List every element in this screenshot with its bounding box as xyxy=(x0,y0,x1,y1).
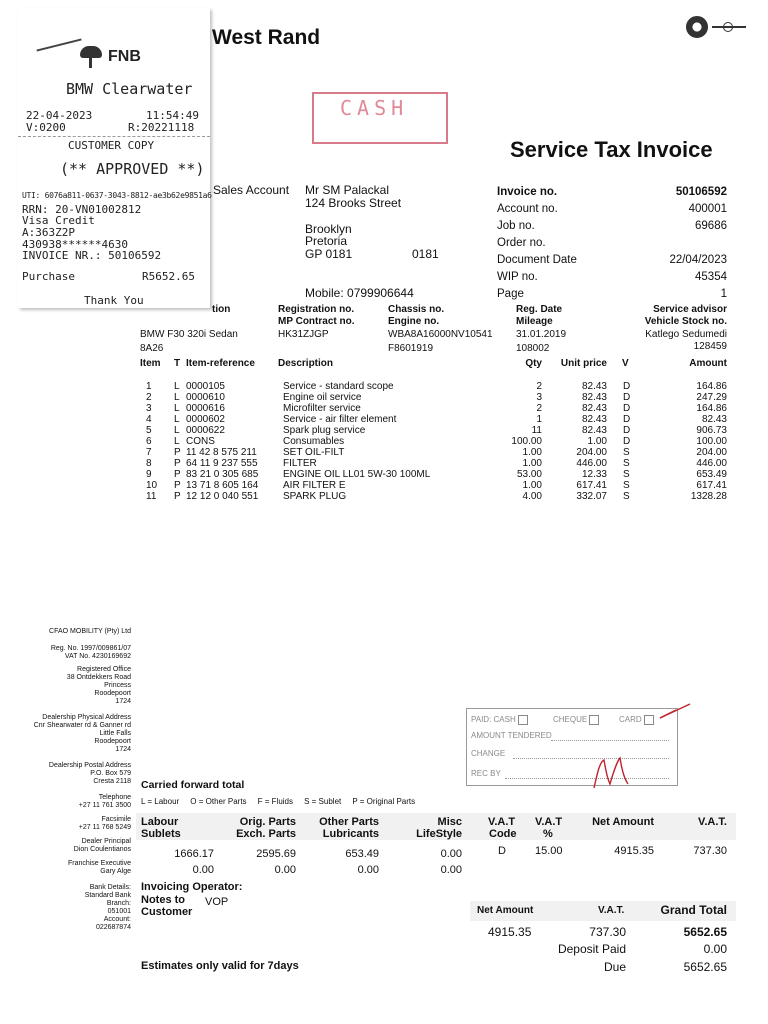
vat-header: V.A.T. xyxy=(698,816,727,828)
divider xyxy=(18,136,210,137)
meta-value: 69686 xyxy=(695,220,727,232)
signature-mark xyxy=(588,700,698,796)
item-type: L xyxy=(174,392,180,403)
item-vat-code: S xyxy=(623,480,630,491)
receipt-r: R:20221118 xyxy=(128,121,195,134)
customer-name: Mr SM Palackal xyxy=(305,183,390,197)
paid-cash-label: PAID: CASH xyxy=(471,715,528,725)
meta-label: Account no. xyxy=(497,203,558,215)
item-description: FILTER xyxy=(283,458,317,469)
vat-code-header: V.A.T xyxy=(488,816,516,828)
carried-forward-label: Carried forward total xyxy=(141,779,245,791)
table-row xyxy=(0,403,768,414)
company-info-line: 022687874 xyxy=(95,924,131,931)
item-vat-code: D xyxy=(623,381,631,392)
rrn: RRN: 20-VN01002812 xyxy=(22,203,142,216)
reg-date: 31.01.2019 xyxy=(516,329,567,340)
approved-label: (** APPROVED **) xyxy=(60,160,205,178)
gt-vat-label: V.A.T. xyxy=(598,905,625,916)
item-reference: 0000622 xyxy=(186,425,225,436)
card-number: 430938******4630 xyxy=(22,238,128,251)
vehicle-model: BMW F30 320i Sedan xyxy=(140,329,238,340)
item-type: P xyxy=(174,469,181,480)
purchase-label: Purchase xyxy=(22,270,75,283)
item-description: AIR FILTER E xyxy=(283,480,346,491)
item-qty: 1 xyxy=(536,414,542,425)
engine-header: Engine no. xyxy=(388,316,440,327)
item-qty: 100.00 xyxy=(511,436,542,447)
company-info-line: 1724 xyxy=(115,746,131,753)
item-unit-price: 82.43 xyxy=(581,425,607,436)
item-vat-code: D xyxy=(623,414,631,425)
company-info-line: 1724 xyxy=(115,698,131,705)
company-info-line: Little Falls xyxy=(99,730,131,737)
net-amount-header: Net Amount xyxy=(592,816,654,828)
account-type: Sales Account xyxy=(213,183,290,197)
deposit-paid: 0.00 xyxy=(703,942,727,956)
item-type: L xyxy=(174,436,180,447)
customer-copy: CUSTOMER COPY xyxy=(68,139,155,152)
meta-label: Page xyxy=(497,288,524,300)
table-row xyxy=(0,425,768,436)
customer-mobile: Mobile: 0799906644 xyxy=(305,286,414,300)
vat-code-header-2: Code xyxy=(489,828,517,840)
notes-label-2: Customer xyxy=(141,906,193,918)
meta-row xyxy=(497,288,727,305)
item-qty: 2 xyxy=(536,381,542,392)
labour-total: 1666.17 xyxy=(174,848,214,860)
card-label: CARD xyxy=(619,715,654,725)
registration-no: HK31ZJGP xyxy=(278,329,329,340)
col-reference: Item-reference xyxy=(186,358,255,369)
item-qty: 11 xyxy=(531,425,542,436)
customer-postcode: 0181 xyxy=(412,247,439,261)
item-qty: 1.00 xyxy=(522,458,542,469)
slash-mark xyxy=(37,38,82,51)
company-info-line: Roodepoort xyxy=(94,690,131,697)
company-info-line: 051001 xyxy=(107,908,131,915)
company-info-line: Roodepoort xyxy=(94,738,131,745)
company-info-line: Registered Office xyxy=(77,666,131,673)
item-number: 11 xyxy=(146,491,157,502)
company-info-line: Standard Bank xyxy=(84,892,131,899)
item-amount: 164.86 xyxy=(696,403,727,414)
item-amount: 653.49 xyxy=(696,469,727,480)
item-description: ENGINE OIL LL01 5W-30 100ML xyxy=(283,469,431,480)
meta-row xyxy=(497,237,727,254)
sublets-total: 0.00 xyxy=(192,864,214,876)
company-info-line: Dealer Principal xyxy=(81,838,131,845)
item-reference: CONS xyxy=(186,436,215,447)
item-amount: 446.00 xyxy=(696,458,727,469)
item-unit-price: 82.43 xyxy=(581,381,607,392)
company-info-line: Reg. No. 1997/009861/07 xyxy=(50,645,131,652)
item-reference: 12 12 0 040 551 xyxy=(186,491,259,502)
item-number: 1 xyxy=(146,381,152,392)
item-vat-code: D xyxy=(623,392,631,403)
meta-row xyxy=(497,254,727,271)
company-info-line: Facsimile xyxy=(101,816,131,823)
col-type: T xyxy=(174,358,181,369)
cash-stamp-text: CASH xyxy=(340,96,409,120)
item-amount: 247.29 xyxy=(696,392,727,403)
cheque-label: CHEQUE xyxy=(553,715,599,725)
service-advisor-header: Service advisor xyxy=(653,304,727,315)
table-row xyxy=(0,414,768,425)
mini-logo xyxy=(712,22,746,32)
net-total: 4915.35 xyxy=(614,845,654,857)
amount-tendered-label: AMOUNT TENDERED xyxy=(471,731,552,740)
company-info-group xyxy=(0,794,131,810)
item-type: L xyxy=(174,381,180,392)
gt-net: 4915.35 xyxy=(488,925,532,939)
company-info-line: Branch: xyxy=(106,900,131,907)
item-description: SET OIL-FILT xyxy=(283,447,345,458)
table-row xyxy=(0,392,768,403)
invoice-title: Service Tax Invoice xyxy=(510,137,713,162)
orig-parts-total: 2595.69 xyxy=(256,848,296,860)
meta-row xyxy=(497,220,727,237)
other-parts-header: Other Parts xyxy=(319,816,379,828)
notes-label: Notes to xyxy=(141,894,185,906)
dealer-name: West Rand xyxy=(212,26,321,49)
meta-value: 50106592 xyxy=(675,186,727,198)
company-details xyxy=(0,628,131,932)
item-number: 10 xyxy=(146,480,158,491)
item-vat-code: D xyxy=(623,436,631,447)
meta-label: WIP no. xyxy=(497,271,538,283)
reg-date-header: Reg. Date xyxy=(516,304,563,315)
meta-row xyxy=(497,271,727,288)
stock-no: 128459 xyxy=(693,341,727,352)
col-description: Description xyxy=(278,358,334,369)
item-reference: 64 11 9 237 555 xyxy=(186,458,258,469)
labour-header: Labour xyxy=(141,816,179,828)
item-reference: 83 21 0 305 685 xyxy=(186,469,259,480)
lifestyle-header: LifeStyle xyxy=(416,828,462,840)
item-unit-price: 204.00 xyxy=(576,447,607,458)
company-info-group xyxy=(0,666,131,706)
company-info-group xyxy=(0,714,131,754)
item-vat-code: D xyxy=(623,403,631,414)
vat-total: 737.30 xyxy=(693,845,727,857)
table-row xyxy=(0,447,768,458)
item-amount: 617.41 xyxy=(696,480,727,491)
lifestyle-total: 0.00 xyxy=(440,864,462,876)
misc-total: 0.00 xyxy=(440,848,462,860)
company-info-line: +27 11 768 5249 xyxy=(78,824,131,831)
customer-street: 124 Brooks Street xyxy=(305,196,402,210)
item-description: Consumables xyxy=(283,436,345,447)
company-info-group xyxy=(0,838,131,854)
col-vat: V xyxy=(622,358,629,369)
exch-parts-total: 0.00 xyxy=(274,864,296,876)
item-type: L xyxy=(174,425,180,436)
company-info-line: Account: xyxy=(103,916,131,923)
line-items xyxy=(0,381,768,502)
item-type: P xyxy=(174,491,181,502)
customer-region: GP 0181 xyxy=(305,247,353,261)
meta-value: 1 xyxy=(720,288,727,300)
exch-parts-header: Exch. Parts xyxy=(236,828,296,840)
company-info-group xyxy=(0,762,131,786)
meta-row xyxy=(497,203,727,220)
item-description: SPARK PLUG xyxy=(283,491,347,502)
type-legend: L = Labour O = Other Parts F = Fluids S = Sublet P = Original Parts xyxy=(141,797,416,806)
mileage-header: Mileage xyxy=(516,316,553,327)
amount-due: 5652.65 xyxy=(683,960,727,974)
deposit-label: Deposit Paid xyxy=(557,942,626,956)
registration-header: Registration no. xyxy=(278,304,355,315)
item-type: L xyxy=(174,403,180,414)
col-unit-price: Unit price xyxy=(560,358,607,369)
item-type: L xyxy=(174,414,180,425)
item-description: Service - standard scope xyxy=(283,381,394,392)
meta-label: Invoice no. xyxy=(497,186,558,198)
engine-no: F8601919 xyxy=(388,343,434,354)
chassis-header: Chassis no. xyxy=(388,304,445,315)
item-unit-price: 82.43 xyxy=(581,392,607,403)
uti: UTI: 6076a811-0637-3043-8812-ae3b62e9851a6 xyxy=(22,191,212,200)
company-info-line: Bank Details: xyxy=(89,884,131,891)
description-header: tion xyxy=(212,304,231,315)
table-row xyxy=(0,381,768,392)
vat-code: D xyxy=(498,845,506,857)
lubricants-total: 0.00 xyxy=(357,864,379,876)
gt-vat: 737.30 xyxy=(589,925,626,939)
vat-pct: 15.00 xyxy=(535,845,563,857)
company-info-line: Cresta 2118 xyxy=(93,778,131,785)
bmw-logo xyxy=(686,16,708,38)
table-row xyxy=(0,458,768,469)
item-vat-code: S xyxy=(623,491,630,502)
company-info-line: Princess xyxy=(104,682,131,689)
table-row xyxy=(0,480,768,491)
col-amount: Amount xyxy=(689,358,727,369)
item-number: 4 xyxy=(146,414,152,425)
col-item: Item xyxy=(140,358,161,369)
item-vat-code: D xyxy=(623,425,631,436)
item-number: 2 xyxy=(146,392,152,403)
merchant-name: BMW Clearwater xyxy=(66,80,193,98)
company-info-group xyxy=(0,628,131,636)
item-vat-code: S xyxy=(623,447,630,458)
operator-code: VOP xyxy=(205,896,229,908)
sublets-header: Sublets xyxy=(141,828,181,840)
meta-label: Job no. xyxy=(497,220,535,232)
item-description: Microfilter service xyxy=(283,403,361,414)
thank-you: Thank You xyxy=(84,294,144,307)
company-info-line: Franchise Executive xyxy=(67,860,131,867)
meta-row xyxy=(497,186,727,203)
customer-suburb: Brooklyn xyxy=(305,222,352,236)
table-row xyxy=(0,469,768,480)
cash-stamp xyxy=(312,92,448,144)
meta-value: 22/04/2023 xyxy=(669,254,727,266)
item-type: P xyxy=(174,447,181,458)
meta-value: 45354 xyxy=(695,271,727,283)
item-number: 3 xyxy=(146,403,152,414)
orig-parts-header: Orig. Parts xyxy=(239,816,296,828)
item-vat-code: S xyxy=(623,469,630,480)
auth-code: A:363Z2P xyxy=(22,226,75,239)
service-advisor: Katlego Sedumedi xyxy=(645,329,727,340)
item-unit-price: 617.41 xyxy=(576,480,607,491)
item-amount: 1328.28 xyxy=(690,491,727,502)
gt-net-label: Net Amount xyxy=(477,905,534,916)
mileage: 108002 xyxy=(516,343,550,354)
item-number: 8 xyxy=(146,458,152,469)
item-type: P xyxy=(174,480,181,491)
purchase-amount: R5652.65 xyxy=(142,270,195,283)
receipt-invoice: INVOICE NR.: 50106592 xyxy=(22,249,162,262)
item-description: Service - air filter element xyxy=(283,414,397,425)
item-amount: 82.43 xyxy=(701,414,727,425)
estimates-note: Estimates only valid for 7days xyxy=(141,960,299,972)
item-unit-price: 82.43 xyxy=(581,414,607,425)
other-parts-total: 653.49 xyxy=(345,848,379,860)
meta-label: Order no. xyxy=(497,237,546,249)
company-info-group xyxy=(0,860,131,876)
item-reference: 0000616 xyxy=(186,403,225,414)
receipt-time: 11:54:49 xyxy=(146,109,199,122)
due-label: Due xyxy=(603,960,626,974)
item-qty: 1.00 xyxy=(522,480,542,491)
company-info-line: CFAO MOBILITY (Pty) Ltd xyxy=(49,628,131,635)
company-info-line: Dealership Postal Address xyxy=(48,762,131,769)
item-reference: 0000610 xyxy=(186,392,225,403)
item-qty: 1.00 xyxy=(522,447,542,458)
company-info-line: Telephone xyxy=(98,794,131,801)
fnb-tree-icon xyxy=(78,46,104,68)
stock-no-header: Vehicle Stock no. xyxy=(644,316,727,327)
item-qty: 53.00 xyxy=(516,469,542,480)
model-code: 8A26 xyxy=(140,343,164,354)
company-info-line: P.O. Box 579 xyxy=(90,770,131,777)
item-unit-price: 1.00 xyxy=(587,436,607,447)
company-info-line: Dion Coulentianos xyxy=(73,846,131,853)
item-reference: 13 71 8 605 164 xyxy=(186,480,259,491)
chassis-no: WBA8A16000NV10541 xyxy=(388,329,493,340)
misc-header: Misc xyxy=(437,816,462,828)
meta-label: Document Date xyxy=(497,254,577,266)
item-amount: 100.00 xyxy=(696,436,727,447)
cash-checkbox[interactable] xyxy=(518,715,528,725)
company-info-line: Dealership Physical Address xyxy=(42,714,131,721)
item-number: 9 xyxy=(146,469,152,480)
bank-name: FNB xyxy=(108,48,141,65)
invoicing-operator-label: Invoicing Operator: xyxy=(141,881,243,893)
company-info-group xyxy=(0,645,131,661)
item-qty: 3 xyxy=(536,392,542,403)
customer-city: Pretoria xyxy=(305,234,348,248)
item-reference: 0000105 xyxy=(186,381,225,392)
receipt-date: 22-04-2023 xyxy=(26,109,93,122)
item-unit-price: 82.43 xyxy=(581,403,607,414)
company-info-group xyxy=(0,884,131,932)
table-row xyxy=(0,436,768,447)
invoice-meta xyxy=(497,186,727,305)
card-type: Visa Credit xyxy=(22,214,95,227)
item-reference: 0000602 xyxy=(186,414,225,425)
item-description: Engine oil service xyxy=(283,392,362,403)
gt-total-label: Grand Total xyxy=(660,903,727,917)
item-qty: 2 xyxy=(536,403,542,414)
item-type: P xyxy=(174,458,181,469)
item-description: Spark plug service xyxy=(283,425,366,436)
lubricants-header: Lubricants xyxy=(322,828,379,840)
rec-by-label: REC BY xyxy=(471,769,501,778)
vat-pct-header: V.A.T xyxy=(535,816,563,828)
item-unit-price: 12.33 xyxy=(581,469,607,480)
item-amount: 204.00 xyxy=(696,447,727,458)
table-row xyxy=(0,491,768,502)
vat-pct-header-2: % xyxy=(543,828,553,840)
item-vat-code: S xyxy=(623,458,630,469)
company-info-line: VAT No. 4230169692 xyxy=(64,653,131,660)
item-number: 5 xyxy=(146,425,152,436)
item-unit-price: 332.07 xyxy=(576,491,607,502)
meta-value: 400001 xyxy=(688,203,727,215)
item-amount: 164.86 xyxy=(696,381,727,392)
col-qty: Qty xyxy=(525,358,542,369)
company-info-line: +27 11 761 3500 xyxy=(78,802,131,809)
company-info-line: 38 Ontdekkers Road xyxy=(66,674,131,681)
item-qty: 4.00 xyxy=(522,491,542,502)
mp-contract-header: MP Contract no. xyxy=(278,316,355,327)
company-info-group xyxy=(0,816,131,832)
change-label: CHANGE xyxy=(471,749,506,758)
gt-total: 5652.65 xyxy=(683,925,727,939)
company-info-line: Cnr Shearwater rd & Ganner rd xyxy=(33,722,131,729)
item-unit-price: 446.00 xyxy=(576,458,607,469)
card-receipt xyxy=(18,8,210,308)
item-number: 7 xyxy=(146,447,152,458)
item-number: 6 xyxy=(146,436,152,447)
receipt-v: V:0200 xyxy=(26,121,66,134)
company-info-line: Gary Alge xyxy=(100,868,131,875)
item-reference: 11 42 8 575 211 xyxy=(186,447,257,458)
item-amount: 906.73 xyxy=(696,425,727,436)
